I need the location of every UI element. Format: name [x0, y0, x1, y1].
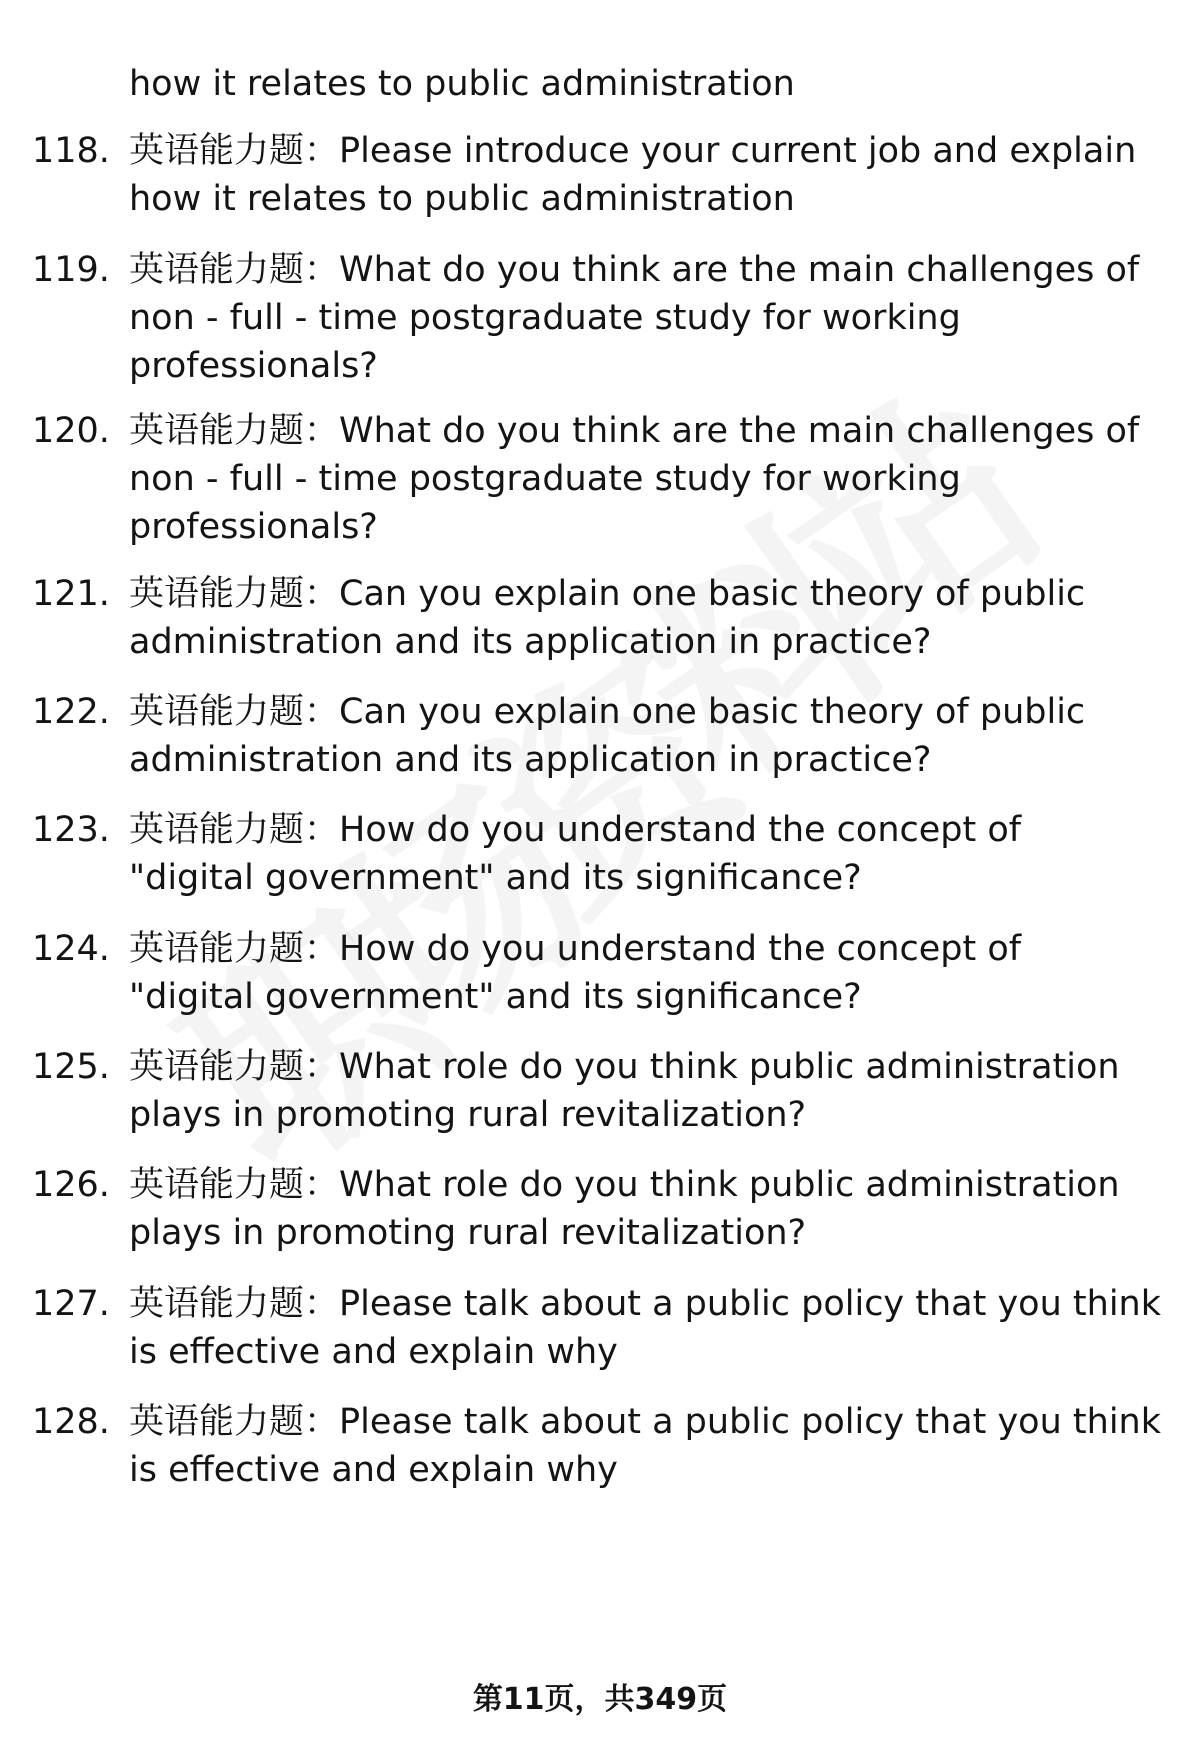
- question-number: 119.: [32, 250, 110, 290]
- continuation-text: how it relates to public administration: [129, 64, 795, 104]
- question-text: [129, 407, 1159, 551]
- question-line: is effective and explain why: [129, 1332, 618, 1372]
- question-line: "digital government" and its significance?: [129, 858, 862, 898]
- question-text: [129, 806, 1159, 902]
- question-line: how it relates to public administration: [129, 179, 795, 219]
- question-number: 124.: [32, 929, 110, 969]
- question-line: 英语能力题：Can you explain one basic theory of public: [129, 692, 1086, 732]
- question-text: [129, 1043, 1159, 1139]
- question-line: 英语能力题：How do you understand the concept of: [129, 929, 1022, 969]
- question-number: 127.: [32, 1284, 110, 1324]
- question-line: 英语能力题：Can you explain one basic theory of public: [129, 574, 1086, 614]
- question-line: 英语能力题：Please talk about a public policy that you think: [129, 1284, 1161, 1324]
- question-text: [129, 246, 1159, 390]
- question-line: 英语能力题：What do you think are the main challenges of: [129, 250, 1140, 290]
- question-line: non - full - time postgraduate study for working: [129, 298, 961, 338]
- question-line: administration and its application in practice?: [129, 622, 932, 662]
- question-line: is effective and explain why: [129, 1450, 618, 1490]
- question-line: 英语能力题：Please introduce your current job and explain: [129, 131, 1137, 171]
- question-text: [129, 1398, 1159, 1494]
- question-text: [129, 570, 1159, 666]
- question-line: non - full - time postgraduate study for working: [129, 459, 961, 499]
- question-text: [129, 127, 1159, 223]
- question-number: 120.: [32, 411, 110, 451]
- question-line: 英语能力题：How do you understand the concept of: [129, 810, 1022, 850]
- page-footer: 第11页，共349页: [472, 1682, 728, 1717]
- question-text: [129, 1280, 1159, 1376]
- question-line: 英语能力题：Please talk about a public policy that you think: [129, 1402, 1161, 1442]
- question-line: administration and its application in practice?: [129, 740, 932, 780]
- question-number: 123.: [32, 810, 110, 850]
- question-line: professionals?: [129, 346, 378, 386]
- question-line: professionals?: [129, 507, 378, 547]
- question-line: plays in promoting rural revitalization?: [129, 1095, 807, 1135]
- question-number: 122.: [32, 692, 110, 732]
- question-text: [129, 688, 1159, 784]
- question-line: plays in promoting rural revitalization?: [129, 1213, 807, 1253]
- question-line: "digital government" and its significance?: [129, 977, 862, 1017]
- question-number: 121.: [32, 574, 110, 614]
- question-number: 126.: [32, 1165, 110, 1205]
- question-text: [129, 1161, 1159, 1257]
- question-text: [129, 925, 1159, 1021]
- question-line: 英语能力题：What do you think are the main challenges of: [129, 411, 1140, 451]
- question-line: 英语能力题：What role do you think public administration: [129, 1165, 1120, 1205]
- question-number: 118.: [32, 131, 110, 171]
- watermark-char: [305, 755, 625, 1075]
- question-number: 125.: [32, 1047, 110, 1087]
- question-number: 128.: [32, 1402, 110, 1442]
- question-line: 英语能力题：What role do you think public administration: [129, 1047, 1120, 1087]
